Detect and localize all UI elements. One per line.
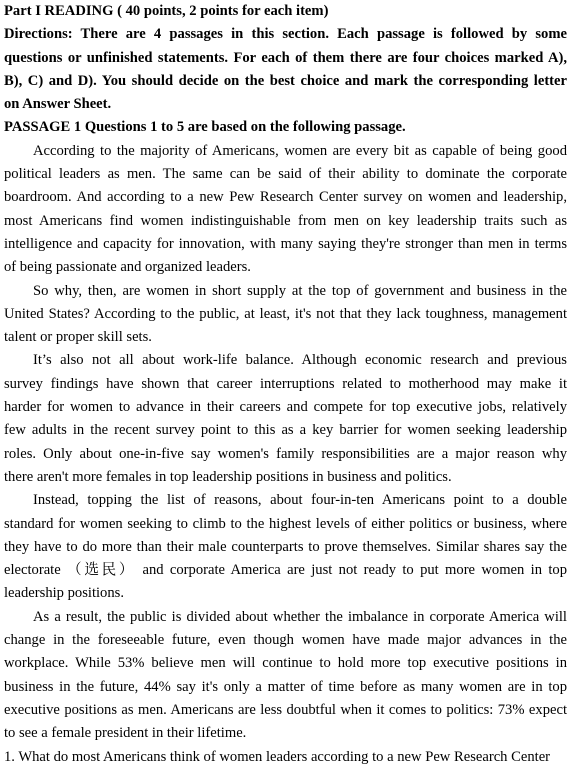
paragraph-2 [4,280,567,350]
directions-line: questions or unfinished statements. For each of them there are four choices marked A), [4,49,567,66]
paragraph-3 [4,349,567,489]
text-line: few adults in the recent survey point to this as a key barrier for women seeking leadership [4,422,567,439]
text-line: As a result, the public is divided about whether the imbalance in corporate America will [33,608,567,625]
directions [4,23,567,116]
text-line: standard for women seeking to climb to the highest levels of either politics or business, where [4,515,567,532]
text-line: most Americans find women indistinguishable from men on key leadership traits such as [4,212,567,229]
text-line: executive positions as men. Americans are less doubtful when it comes to politics: 73% expect [4,701,567,718]
text-line: of being passionate and organized leaders. [4,259,251,276]
passage-heading: PASSAGE 1 Questions 1 to 5 are based on the following passage. [4,119,406,136]
text-line: survey findings have shown that career interruptions related to motherhood may make it [4,375,567,392]
text-line: Instead, topping the list of reasons, about four-in-ten Americans point to a double [33,492,567,509]
text-line: there aren't more females in top leadership positions in business and politics. [4,468,452,485]
text-line: political leaders as men. The same can be said of their ability to dominate the corporate [4,166,567,183]
text-line: According to the majority of Americans, women are every bit as capable of being good [33,142,567,159]
text-line: change in the foreseeable future, even though women have made major advances in the [4,632,567,649]
text-line: workplace. While 53% believe men will continue to hold more top executive positions in [4,655,567,672]
directions-line: on Answer Sheet. [4,96,112,113]
text-line: roles. Only about one-in-five say women's family responsibilities are a major reason why [4,445,567,462]
question-1: 1. What do most Americans think of women leaders according to a new Pew Research Center [4,748,551,765]
text-line: business in the future, 44% say it's only a matter of time before as many women are in top [4,678,567,695]
paragraph-5 [4,606,567,746]
text-line: So why, then, are women in short supply at the top of government and business in the [33,282,567,299]
text-line: boardroom. And according to a new Pew Research Center survey on women and leadership, [4,189,567,206]
part-heading: Part I READING ( 40 points, 2 points for each item) [4,3,329,19]
paragraph-1 [4,140,567,280]
text-line: to see a female president in their lifetime. [4,725,247,742]
text-line: harder for women to advance in their careers and compete for top executive jobs, relatively [4,399,567,416]
text-line: United States? According to the public, at least, it's not that they lack toughness, management [4,305,567,322]
text-line: talent or proper skill sets. [4,329,152,346]
text-line: It’s also not all about work-life balance. Although economic research and previous [33,352,567,369]
directions-line: B), C) and D). You should decide on the best choice and mark the corresponding letter [4,72,567,89]
document-page [4,0,567,769]
text-line: electorate （选民） and corporate America are just not ready to put more women in top [4,562,567,579]
paragraph-4 [4,489,567,605]
text-line: intelligence and capacity for innovation, with many saying they're stronger than men in terms [4,235,567,252]
text-line: leadership positions. [4,585,124,602]
text-line: they have to do more than their male counterparts to prove themselves. Similar shares say the [4,538,567,555]
directions-line: Directions: There are 4 passages in this section. Each passage is followed by some [4,26,567,43]
